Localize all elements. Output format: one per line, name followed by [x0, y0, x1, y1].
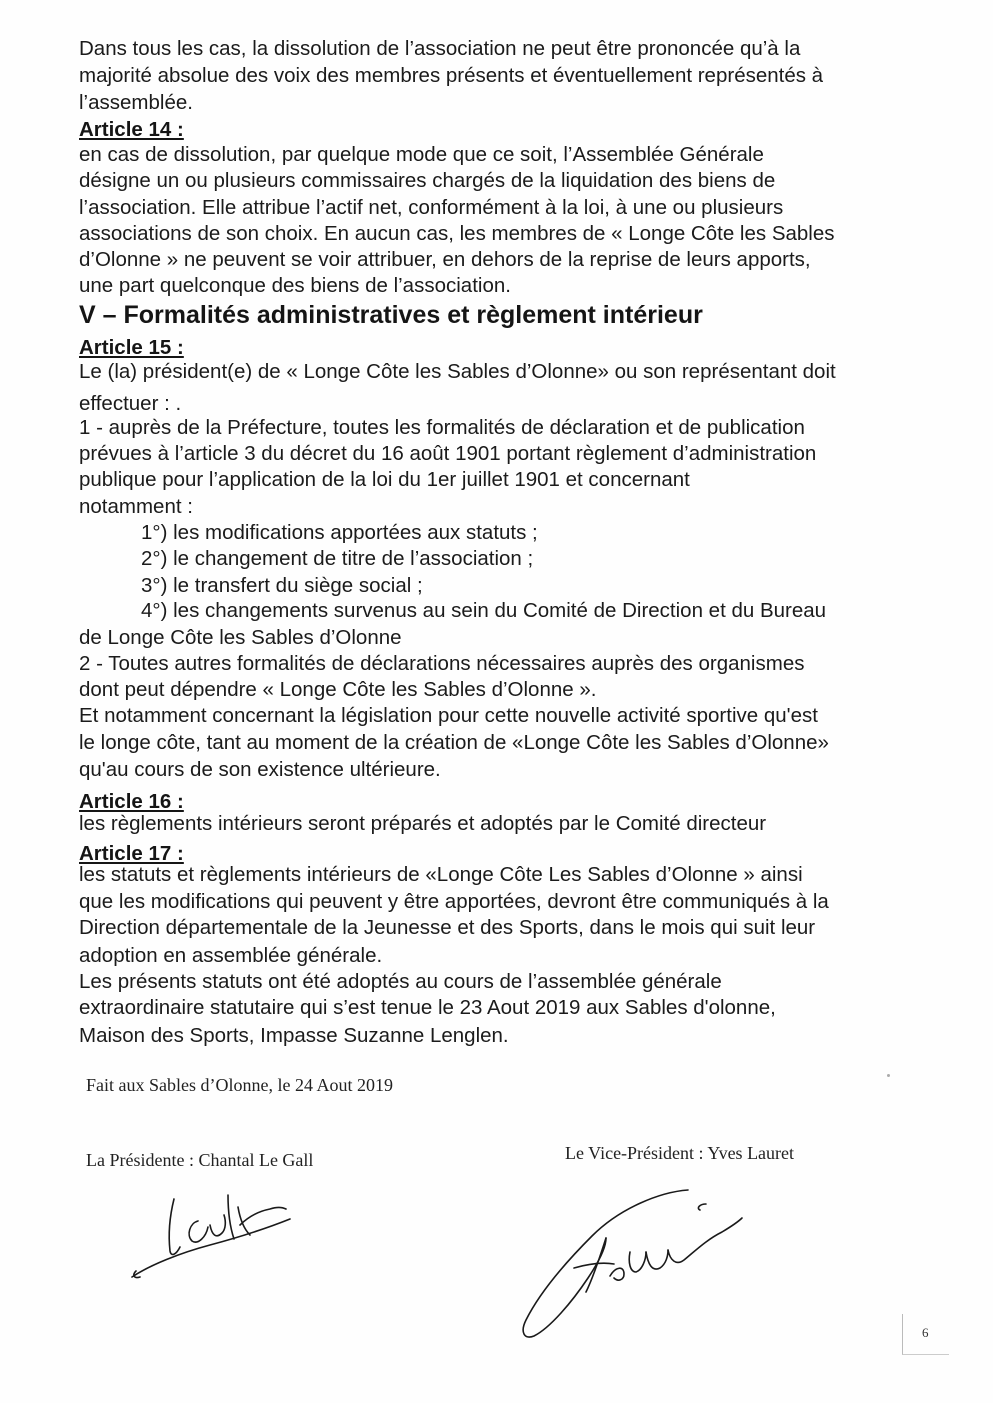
paragraph-line: une part quelconque des biens de l’association.	[79, 274, 511, 297]
paragraph-line: notamment :	[79, 495, 193, 518]
list-item: 1°) les modifications apportées aux statuts ;	[141, 521, 538, 544]
list-item: 2°) le changement de titre de l’association ;	[141, 547, 534, 570]
list-item: 3°) le transfert du siège social ;	[141, 574, 423, 597]
paragraph-line: publique pour l’application de la loi du 1er juillet 1901 et concernant	[79, 468, 690, 491]
paragraph-line: l’assemblée.	[79, 91, 193, 114]
paragraph-line: Maison des Sports, Impasse Suzanne Lenglen.	[79, 1024, 509, 1047]
paragraph-line: associations de son choix. En aucun cas, les membres de « Longe Côte les Sables	[79, 222, 835, 245]
paragraph-line: extraordinaire statutaire qui s’est tenue le 23 Aout 2019 aux Sables d'olonne,	[79, 996, 776, 1019]
paragraph-line: les statuts et règlements intérieurs de «Longe Côte Les Sables d’Olonne » ainsi	[79, 863, 803, 886]
paragraph-line: adoption en assemblée générale.	[79, 944, 383, 967]
paragraph-line: en cas de dissolution, par quelque mode que ce soit, l’Assemblée Générale	[79, 143, 764, 166]
article-14-heading: Article 14 :	[79, 118, 184, 141]
paragraph-line: Dans tous les cas, la dissolution de l’association ne peut être prononcée qu’à la	[79, 37, 801, 60]
paragraph-line: majorité absolue des voix des membres présents et éventuellement représentés à	[79, 64, 824, 87]
article-15-heading: Article 15 :	[79, 336, 184, 359]
paragraph-line: d’Olonne » ne peuvent se voir attribuer, en dehors de la reprise de leurs apports,	[79, 248, 811, 271]
paragraph-line: prévues à l’article 3 du décret du 16 août 1901 portant règlement d’administration	[79, 442, 817, 465]
scan-speck	[887, 1074, 890, 1077]
paragraph-line: désigne un ou plusieurs commissaires chargés de la liquidation des biens de	[79, 169, 776, 192]
president-signature-image	[120, 1185, 300, 1285]
paragraph-line: le longe côte, tant au moment de la création de «Longe Côte les Sables d’Olonne»	[79, 731, 829, 754]
paragraph-line: 1 - auprès de la Préfecture, toutes les formalités de déclaration et de publication	[79, 416, 805, 439]
paragraph-line: dont peut dépendre « Longe Côte les Sables d’Olonne ».	[79, 678, 597, 701]
vice-president-label: Le Vice-Président : Yves Lauret	[565, 1143, 795, 1163]
paragraph-line: Le (la) président(e) de « Longe Côte les Sables d’Olonne» ou son représentant doit	[79, 360, 836, 383]
paragraph-line: Les présents statuts ont été adoptés au cours de l’assemblée générale	[79, 970, 722, 993]
place-date: Fait aux Sables d’Olonne, le 24 Aout 2019	[86, 1075, 393, 1095]
paragraph-line: Direction départementale de la Jeunesse et des Sports, dans le mois qui suit leur	[79, 916, 816, 939]
vice-president-signature-image	[510, 1180, 750, 1345]
paragraph-line: Et notamment concernant la législation pour cette nouvelle activité sportive qu'est	[79, 704, 818, 727]
paragraph-line: les règlements intérieurs seront préparés et adoptés par le Comité directeur	[79, 812, 767, 835]
president-label: La Présidente : Chantal Le Gall	[86, 1150, 314, 1170]
paragraph-line: que les modifications qui peuvent y être apportées, devront être communiqués à la	[79, 890, 829, 913]
paragraph-line: de Longe Côte les Sables d’Olonne	[79, 626, 402, 649]
paragraph-line: 2 - Toutes autres formalités de déclarations nécessaires auprès des organismes	[79, 652, 805, 675]
paragraph-line: qu'au cours de son existence ultérieure.	[79, 758, 441, 781]
paragraph-line: effectuer : .	[79, 392, 182, 415]
article-17-heading: Article 17 :	[79, 842, 184, 865]
article-16-heading: Article 16 :	[79, 790, 184, 813]
page-number: 6	[922, 1325, 929, 1340]
section-v-title: V – Formalités administratives et règlement intérieur	[79, 301, 703, 329]
list-item: 4°) les changements survenus au sein du Comité de Direction et du Bureau	[141, 599, 827, 622]
paragraph-line: l’association. Elle attribue l’actif net, conformément à la loi, à une ou plusieurs	[79, 196, 784, 219]
